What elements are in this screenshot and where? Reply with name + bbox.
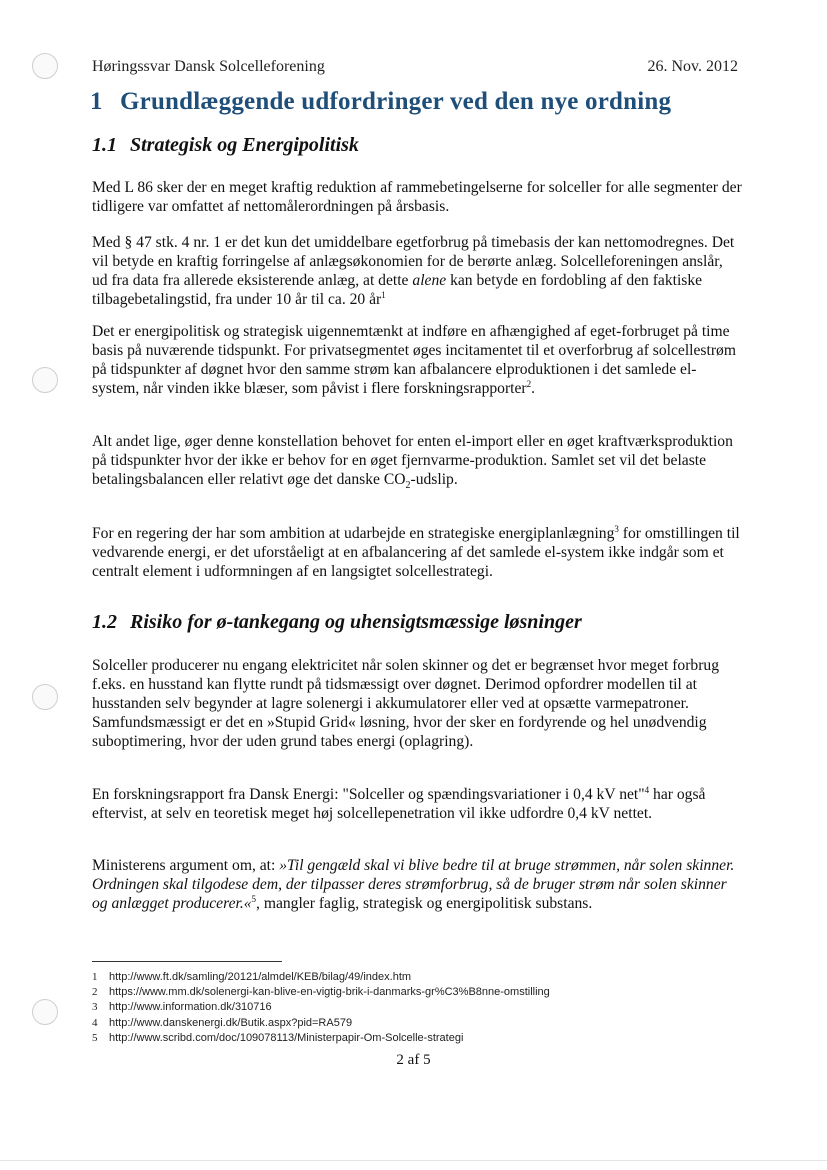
footnote-1: 1 http://www.ft.dk/samling/20121/almdel/KEB/bilag/49/index.htm <box>92 971 412 983</box>
footnote-2-link[interactable]: https://www.mm.dk/solenergi-kan-blive-en-vigtig-brik-i-danmarks-gr%C3%B8nne-omstilling <box>109 986 550 999</box>
footnote-ref-1: 1 <box>381 289 386 300</box>
paragraph-5-text: For en regering der har som ambition at udarbejde en strategiske energiplanlægning$^3$ for omstillingen til vedvarende energi, er det uforståeligt at en afbalancering af det samlede el-system ikke indgår som et centralt element i udformningen af en langsigtet solcellestrategi. <box>92 523 740 580</box>
footnote-5: 5 http://www.scribd.com/doc/109078113/Ministerpapir-Om-Solcelle-strategi <box>92 1031 464 1044</box>
section-1-1-number: 1.1 <box>92 134 117 156</box>
footnote-2: 2 https://www.mm.dk/solenergi-kan-blive-en-vigtig-brik-i-danmarks-gr%C3%B8nne-omstilling <box>92 986 550 999</box>
section-1-title: Grundlæggende udfordringer ved den nye ordning <box>120 88 672 115</box>
paragraph-7 <box>92 785 742 823</box>
paragraph-6-text: Solceller producerer nu engang elektricitet når solen skinner og det er begrænset hvor meget forbrug f.eks. en husstand kan flytte rundt på tidsmæssigt over døgnet. Derimod opfordrer modellen til at husstanden selv begynder at lagre solenergi i akkumulatorer eller ved at opsætte varmepatroner. Samfundsmæssigt er det en »Stupid Grid« løsning, hvor der sker en fordyrende og hel unødvendig suboptimering, hvor der uden grund tabes energi (oplagring). <box>92 657 719 750</box>
footnote-ref-2: 2 <box>526 378 532 389</box>
header-date: 26. Nov. 2012 <box>647 58 738 75</box>
paragraph-3-text: Det er energipolitisk og strategisk uigennemtænkt at indføre en afhængighed af eget-forbruget på time basis på nuværende tidspunkt. For privatsegmentet øges incitamentet til et overforbrug af solcellestrøm på tidspunkter af døgnet hvor den samme strøm kan afbalancere elproduktionen i det samlede el-system, når vinden ikke blæser, som påvist i flere forskningsrapporter$^2$. <box>92 323 736 397</box>
section-1-2-heading <box>92 611 582 634</box>
section-1-1-title: Strategisk og Energipolitisk <box>130 134 359 156</box>
footnote-3-link[interactable]: http://www.information.dk/310716 <box>109 1001 272 1014</box>
punch-hole-upper-middle <box>32 367 58 393</box>
subscript-2: 2 <box>405 480 411 492</box>
paragraph-4-text: Alt andet lige, øger denne konstellation behovet for enten el-import eller en øget kraftværksproduktion på tidspunkter hvor der ikke er behov for en øget fjernvarme-produktion. Samlet set vil det belaste betalingsbalancen eller relativt øge det danske $CO_2$-udslip. <box>92 433 733 492</box>
minister-quote: »Til gengæld skal vi blive bedre til at bruge strømmen, når solen skinner. Ordningen skal tilgodese dem, der tilpasser deres strømforbrug, så de bruger strøm når solen skinner og anlægget producerer.« <box>92 857 735 912</box>
section-1-2-number: 1.2 <box>92 611 117 633</box>
footnote-1-link[interactable]: http://www.ft.dk/samling/20121/almdel/KEB/bilag/49/index.htm <box>109 971 412 983</box>
paragraph-1-text: Med L 86 sker der en meget kraftig reduktion af rammebetingelserne for solceller for alle segmenter der tidligere var omfattet af nettomålerordningen på årsbasis. <box>92 179 742 215</box>
footnote-3: 3 http://www.information.dk/310716 <box>92 1001 272 1014</box>
footnotes <box>92 970 742 1046</box>
header-organization: Høringssvar Dansk Solcelleforening <box>92 58 325 75</box>
footnote-ref-4: 4 <box>644 784 650 795</box>
paragraph-4 <box>92 432 742 492</box>
footnote-ref-5: 5 <box>251 893 257 904</box>
paragraph-8 <box>92 856 742 913</box>
punch-hole-lower-middle <box>32 684 58 710</box>
paragraph-5 <box>92 524 742 581</box>
scan-edge-line <box>0 1160 827 1161</box>
page-number: 2 af 5 <box>396 1052 431 1068</box>
paragraph-1 <box>92 178 742 216</box>
paragraph-7-text: En forskningsrapport fra Dansk Energi: "Solceller og spændingsvariationer i 0,4 kV net"$^4$ har også eftervist, at selv en teoretisk meget høj solcellepenetration vil ikke udfordre 0,4 kV nettet. <box>92 784 706 822</box>
section-1-1-heading <box>92 134 359 157</box>
section-1-number: 1 <box>90 88 103 115</box>
paragraph-6 <box>92 656 742 751</box>
section-1-heading <box>90 88 671 116</box>
footnote-separator <box>92 961 282 962</box>
footnote-5-link[interactable]: http://www.scribd.com/doc/109078113/Ministerpapir-Om-Solcelle-strategi <box>109 1031 464 1044</box>
footnote-4: 4 http://www.danskenergi.dk/Butik.aspx?pid=RA579 <box>92 1016 353 1029</box>
paragraph-3 <box>92 322 742 398</box>
punch-hole-top <box>32 53 58 79</box>
footnote-ref-3: 3 <box>614 523 619 534</box>
paragraph-2 <box>92 233 742 309</box>
paragraph-8-text: Ministerens argument om, at: »Til gengæld skal vi blive bedre til at bruge strømmen, når solen skinner. Ordningen skal tilgodese dem, der tilpasser deres strømforbrug, så de bruger strøm når solen skinner og anlægget producerer.«$^5$, mangler faglig, strategisk og energipolitisk substans. <box>92 857 735 912</box>
section-1-2-title: Risiko for ø-tankegang og uhensigtsmæssige løsninger <box>130 611 582 633</box>
punch-hole-bottom <box>32 999 58 1025</box>
emphasis-alene: alene <box>412 272 447 289</box>
footnote-4-link[interactable]: http://www.danskenergi.dk/Butik.aspx?pid=RA579 <box>109 1016 353 1029</box>
paragraph-2-text: Med § 47 stk. 4 nr. 1 er det kun det umiddelbare egetforbrug på timebasis der kan nettomodregnes. Det vil betyde en kraftig forringelse af anlægsøkonomien for de berørte anlæg. Solcelleforeningen anslår, ud fra data fra allerede eksisterende anlæg, at dette alene kan betyde en fordobling af den faktiske tilbagebetalingstid, fra under 10 år til ca. 20 $år^1$ <box>92 234 735 308</box>
